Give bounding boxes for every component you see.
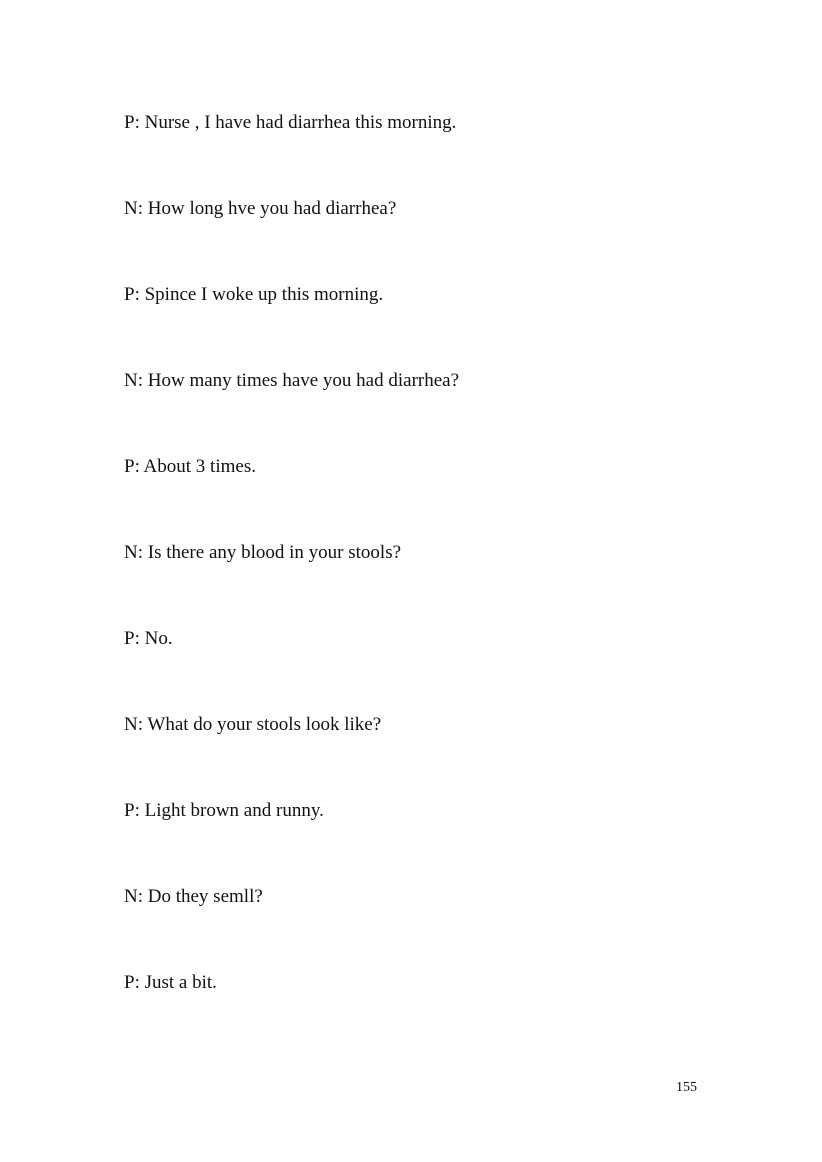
dialogue-line: N: What do your stools look like? — [124, 714, 382, 735]
dialogue-list — [124, 109, 459, 1055]
dialogue-line: P: Light brown and runny. — [124, 800, 324, 821]
dialogue-line: N: How many times have you had diarrhea? — [124, 370, 460, 391]
dialogue-line: N: Is there any blood in your stools? — [124, 542, 402, 563]
dialogue-line: N: How long hve you had diarrhea? — [124, 198, 397, 219]
dialogue-line: N: Do they semll? — [124, 886, 263, 907]
dialogue-line: P: About 3 times. — [124, 456, 256, 477]
dialogue-line: P: Just a bit. — [124, 972, 217, 993]
dialogue-line: P: Spince I woke up this morning. — [124, 284, 384, 305]
page-number: 155 — [676, 1080, 697, 1095]
dialogue-line: P: No. — [124, 628, 173, 649]
dialogue-line: P: Nurse , I have had diarrhea this morning. — [124, 112, 457, 133]
